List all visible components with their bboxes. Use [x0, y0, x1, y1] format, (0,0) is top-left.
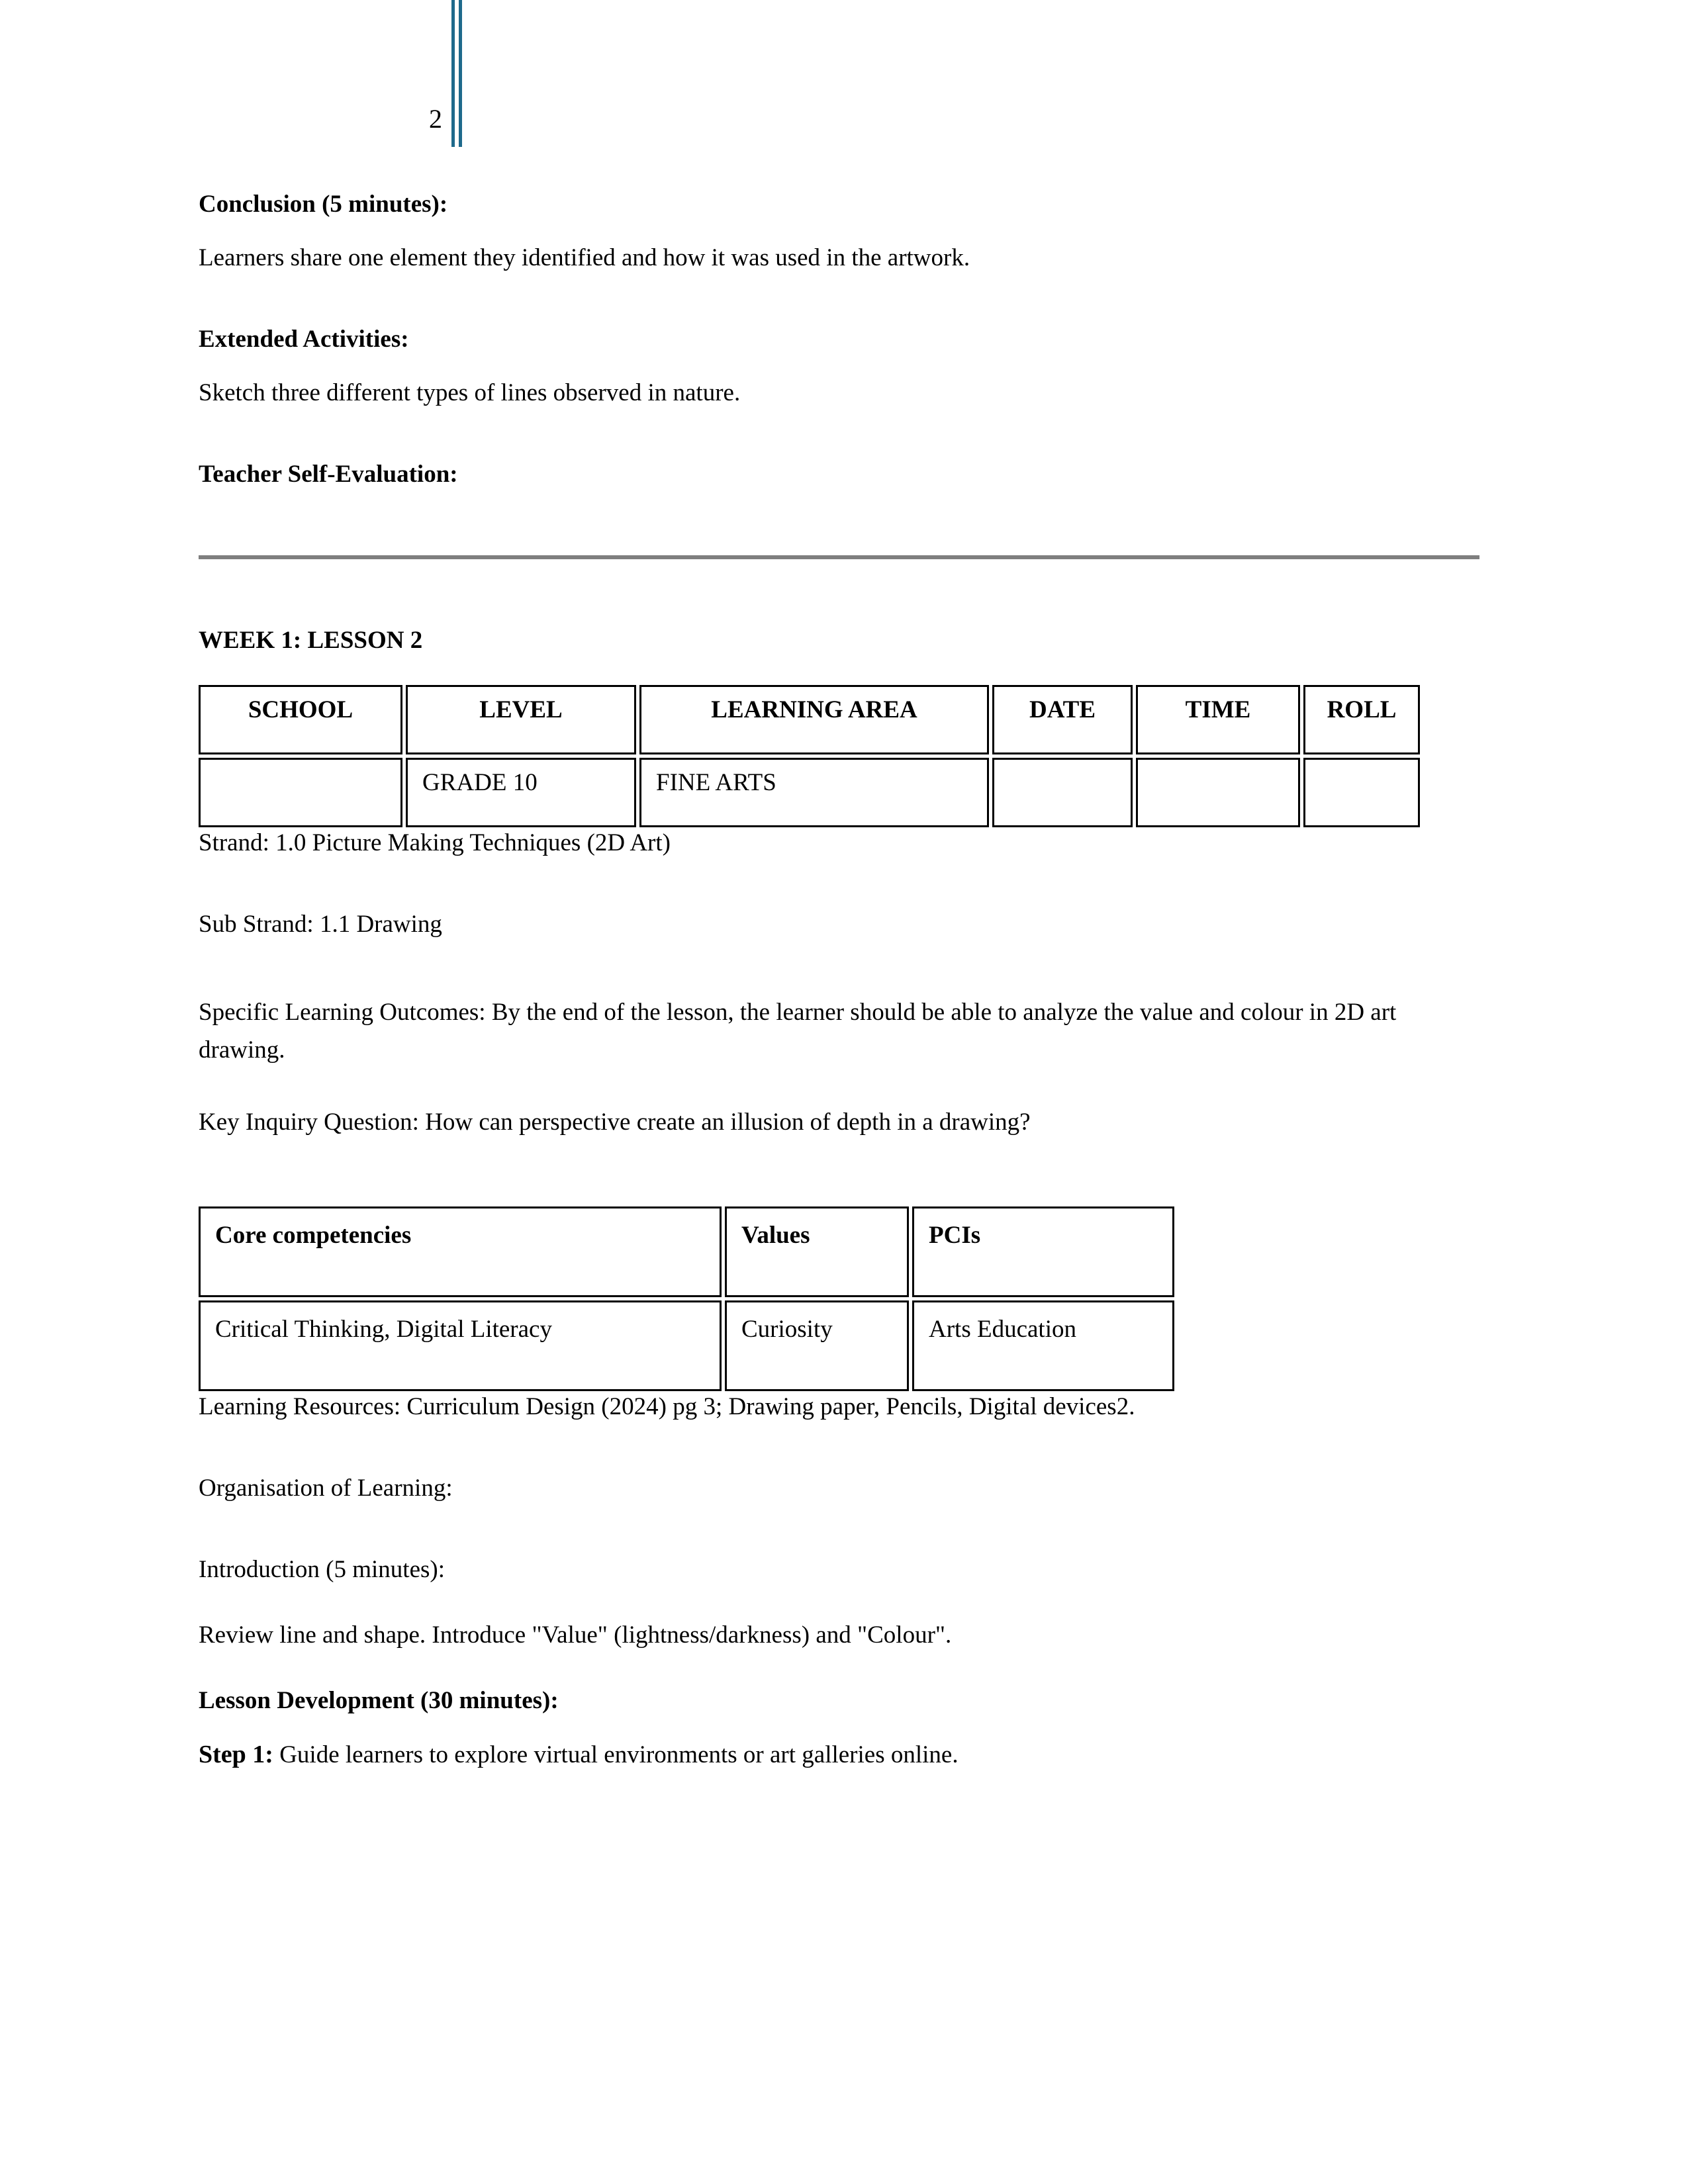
specific-learning-outcomes-text: Specific Learning Outcomes: By the end of the lesson, the learner should be able to analyze the value and colour in 2D art drawing.	[199, 998, 1397, 1064]
organisation-of-learning-text: Organisation of Learning:	[199, 1475, 453, 1502]
cell-roll[interactable]	[1303, 758, 1420, 827]
table-row	[199, 1300, 1174, 1391]
key-inquiry-question-text: Key Inquiry Question: How can perspective create an illusion of depth in a drawing?	[199, 1109, 1031, 1136]
competency-table	[195, 1203, 1178, 1394]
accent-line-right	[459, 0, 462, 147]
accent-line-left	[451, 0, 455, 147]
cell-core-competencies[interactable]: Critical Thinking, Digital Literacy	[199, 1300, 722, 1391]
learning-resources-text: Learning Resources: Curriculum Design (2024) pg 3; Drawing paper, Pencils, Digital devices2.	[199, 1393, 1135, 1421]
cell-level[interactable]: GRADE 10	[406, 758, 636, 827]
extended-activities-heading: Extended Activities:	[199, 326, 409, 353]
cell-values[interactable]: Curiosity	[725, 1300, 909, 1391]
header-accent-rule	[451, 0, 465, 147]
table-row-header	[199, 685, 1420, 754]
table-row	[199, 758, 1420, 827]
header-level: LEVEL	[406, 685, 636, 754]
competency-table-wrapper	[199, 1203, 1479, 1394]
conclusion-heading: Conclusion (5 minutes):	[199, 191, 448, 218]
introduction-heading: Introduction (5 minutes):	[199, 1556, 445, 1584]
header-pcis: PCIs	[912, 1206, 1174, 1297]
header-core-competencies: Core competencies	[199, 1206, 722, 1297]
cell-time[interactable]	[1136, 758, 1300, 827]
conclusion-body: Learners share one element they identified and how it was used in the artwork.	[199, 244, 970, 271]
header-time: TIME	[1136, 685, 1300, 754]
document-content	[199, 192, 1479, 1767]
extended-activities-body: Sketch three different types of lines observed in nature.	[199, 379, 741, 406]
sub-strand-text: Sub Strand: 1.1 Drawing	[199, 910, 442, 938]
header-learning-area: LEARNING AREA	[639, 685, 989, 754]
lesson-development-heading: Lesson Development (30 minutes):	[199, 1687, 559, 1715]
cell-date[interactable]	[992, 758, 1133, 827]
lesson-info-table-wrapper	[199, 682, 1479, 831]
page-number: 2	[429, 104, 442, 134]
cell-pcis[interactable]: Arts Education	[912, 1300, 1174, 1391]
cell-learning-area[interactable]: FINE ARTS	[639, 758, 989, 827]
header-roll: ROLL	[1303, 685, 1420, 754]
teacher-self-evaluation-heading: Teacher Self-Evaluation:	[199, 461, 458, 488]
introduction-body: Review line and shape. Introduce "Value" (lightness/darkness) and "Colour".	[199, 1621, 952, 1649]
lesson-info-table	[195, 682, 1423, 831]
cell-school[interactable]	[199, 758, 402, 827]
header-values: Values	[725, 1206, 909, 1297]
lesson-development-step-1	[199, 1742, 1479, 1767]
lesson-title: WEEK 1: LESSON 2	[199, 627, 423, 654]
header-school: SCHOOL	[199, 685, 402, 754]
step-label: Step 1:	[199, 1741, 273, 1769]
header-date: DATE	[992, 685, 1133, 754]
step-body: Guide learners to explore virtual environments or art galleries online.	[273, 1741, 959, 1769]
table-row-header	[199, 1206, 1174, 1297]
strand-text: Strand: 1.0 Picture Making Techniques (2D Art)	[199, 829, 671, 856]
